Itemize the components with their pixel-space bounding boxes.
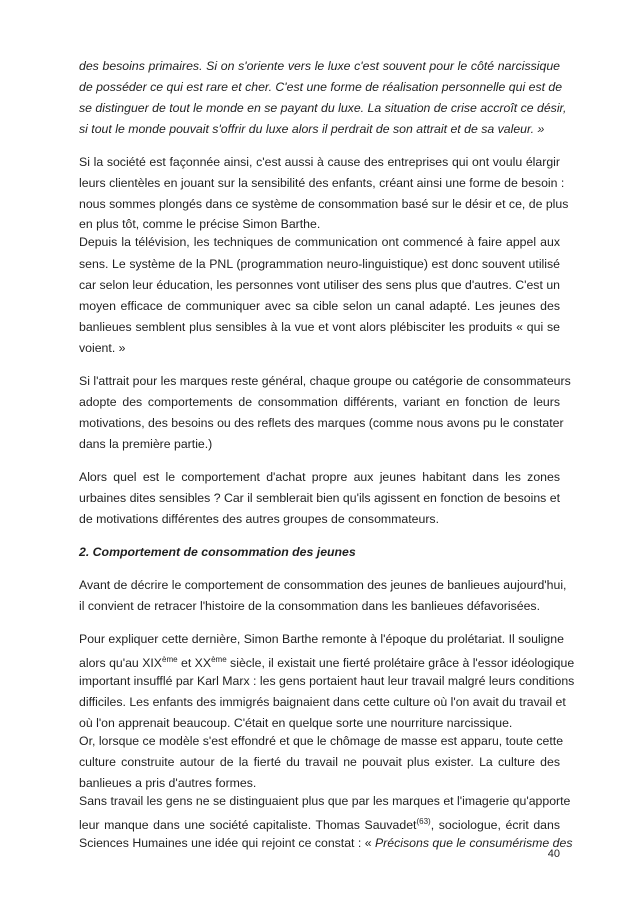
text-line: Depuis la télévision, les techniques de communication ont commencé à faire appel aux <box>79 235 560 249</box>
text-line <box>79 652 575 671</box>
text-line: Alors quel est le comportement d'achat propre aux jeunes habitant dans les zones <box>79 470 560 484</box>
text-line: se distinguer de tout le monde en se payant du luxe. La situation de crise accroît ce désir, <box>79 101 567 115</box>
text-line <box>79 835 573 851</box>
text-run: leur manque dans une société capitaliste. Thomas Sauvadet <box>79 818 417 833</box>
text-line: des besoins primaires. Si on s'oriente vers le luxe c'est souvent pour le côté narcissique <box>79 59 560 73</box>
text-line: banlieues semblent plus sensibles à la vue et vont alors plébisciter les produits « qui se <box>79 320 560 334</box>
text-run: et XX <box>177 656 212 671</box>
text-line: motivations, des besoins ou des reflets des marques (comme nous avons pu le constater <box>79 416 564 430</box>
text-line: Or, lorsque ce modèle s'est effondré et que le chômage de masse est apparu, toute cette <box>79 734 564 748</box>
text-line: moyen efficace de communiquer avec sa cible selon un canal adapté. Les jeunes des <box>79 299 560 313</box>
section-heading: 2. Comportement de consommation des jeunes <box>79 545 356 559</box>
text-line: difficiles. Les enfants des immigrés baignaient dans cette culture où l'on avait du travail et <box>79 695 566 709</box>
text-run: siècle, il existait une fierté prolétaire grâce à l'essor idéologique <box>226 656 575 671</box>
text-line: dans la première partie.) <box>79 437 213 451</box>
text-line: leurs clientèles en jouant sur la sensibilité des enfants, créant ainsi une forme de besoin : <box>79 176 565 190</box>
text-line: où l'on apprenait beaucoup. C'était en quelque sorte une nourriture narcissique. <box>79 716 513 730</box>
text-line: sens. Le système de la PNL (programmation neuro-linguistique) est donc souvent utilisé <box>79 257 560 271</box>
text-line: banlieues a pris d'autres formes. <box>79 776 257 790</box>
page-number: 40 <box>547 848 560 860</box>
text-line: adopte des comportements de consommation différents, variant en fonction de leurs <box>79 395 560 409</box>
text-line: Si l'attrait pour les marques reste général, chaque groupe ou catégorie de consommateurs <box>79 374 571 388</box>
text-line: important insufflé par Karl Marx : les gens portaient haut leur travail malgré leurs conditions <box>79 674 575 688</box>
text-line: en plus tôt, comme le précise Simon Barthe. <box>79 217 321 231</box>
text-run: alors qu'au XIX <box>79 656 163 671</box>
text-line: car selon leur éducation, les personnes vont utiliser des sens plus que d'autres. C'est un <box>79 278 560 292</box>
text-line: Sans travail les gens ne se distinguaient plus que par les marques et l'imagerie qu'apporte <box>79 794 571 808</box>
text-line: Pour expliquer cette dernière, Simon Barthe remonte à l'époque du prolétariat. Il souligne <box>79 632 564 646</box>
text-run: Sciences Humaines une idée qui rejoint ce constat : « <box>79 836 375 850</box>
text-line: de motivations différentes des autres groupes de consommateurs. <box>79 512 439 526</box>
text-line: urbaines dites sensibles ? Car il semblerait bien qu'ils agissent en fonction de besoins et <box>79 491 560 505</box>
text-line: Avant de décrire le comportement de consommation des jeunes de banlieues aujourd'hui, <box>79 578 567 592</box>
text-run: , sociologue, écrit dans <box>430 818 560 833</box>
text-line: il convient de retracer l'histoire de la consommation dans les banlieues défavorisées. <box>79 599 540 613</box>
text-line <box>79 814 560 833</box>
text-line: si tout le monde pouvait s'offrir du luxe alors il perdrait de son attrait et de sa valeur. » <box>79 122 545 136</box>
text-line: voient. » <box>79 341 126 355</box>
text-line: culture construite autour de la fierté du travail ne pouvait plus exister. La culture des <box>79 755 560 769</box>
text-line: de posséder ce qui est rare et cher. C'est une forme de réalisation personnelle qui est de <box>79 80 563 94</box>
text-run-italic: Précisons que le consumérisme des <box>374 836 573 850</box>
superscript: ème <box>162 655 178 664</box>
superscript: ème <box>211 655 227 664</box>
text-line: nous sommes plongés dans ce système de consommation basé sur le désir et ce, de plus <box>79 197 569 211</box>
footnote-ref: (63) <box>416 817 431 826</box>
text-line: Si la société est façonnée ainsi, c'est aussi à cause des entreprises qui ont voulu élargir <box>79 155 560 169</box>
